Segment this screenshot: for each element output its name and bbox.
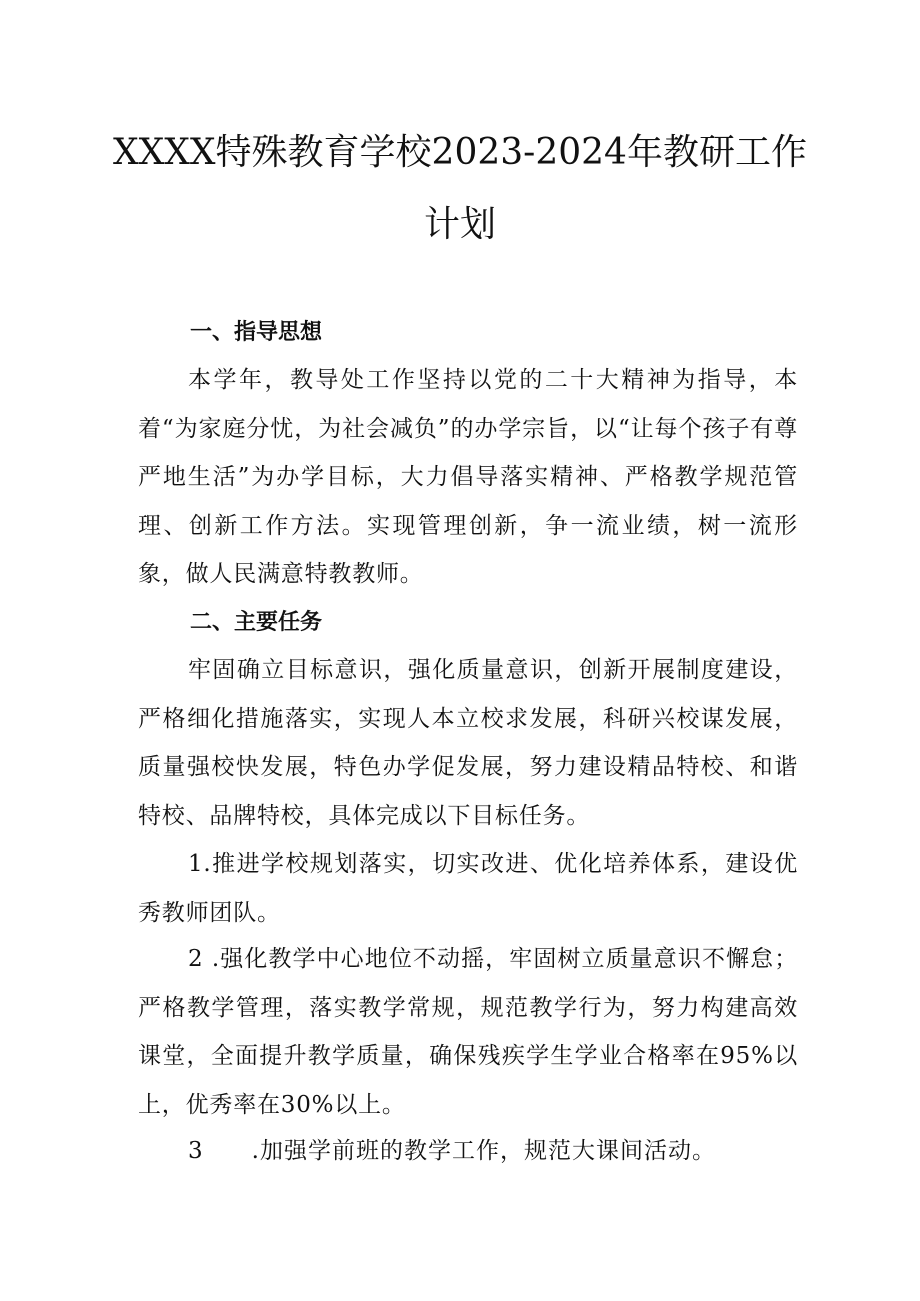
task-3-text: .加强学前班的教学工作，规范大课间活动。 <box>251 1138 716 1164</box>
document-title-line1: XXXX特殊教育学校2023-2024年教研工作 <box>113 132 807 173</box>
paragraph-main-tasks-intro: 牢固确立目标意识，强化质量意识，创新开展制度建设，严格细化措施落实，实现人本立校求发展，科研兴校谋发展，质量强校快发展，特色办学促发展，努力建设精品特校、和谐特校、品牌特校，具体完成以下目标任务。 <box>138 657 798 829</box>
document-title-line2: 计划 <box>423 204 496 245</box>
paragraph-task-1: 1.推进学校规划落实，切实改进、优化培养体系，建设优秀教师团队。 <box>138 851 798 926</box>
paragraph-task-3 <box>138 1127 798 1176</box>
paragraph-task-2: 2 .强化教学中心地位不动摇，牢固树立质量意识不懈怠；严格教学管理，落实教学常规，规范教学行为，努力构建高效课堂，全面提升教学质量，确保残疾学生学业合格率在95%以上，优秀率在30%以上。 <box>138 946 798 1118</box>
section-heading-main-tasks: 二、主要任务 <box>190 610 323 635</box>
section-heading-guiding-ideology: 一、指导思想 <box>190 320 323 345</box>
paragraph-guiding-ideology: 本学年，教导处工作坚持以党的二十大精神为指导，本着“为家庭分忧，为社会减负”的办学宗旨，以“让每个孩子有尊严地生活”为办学目标，大力倡导落实精神、严格教学规范管理、创新工作方法。实现管理创新，争一流业绩，树一流形象，做人民满意特教教师。 <box>138 367 798 587</box>
task-3-number: 3 <box>188 1138 204 1164</box>
